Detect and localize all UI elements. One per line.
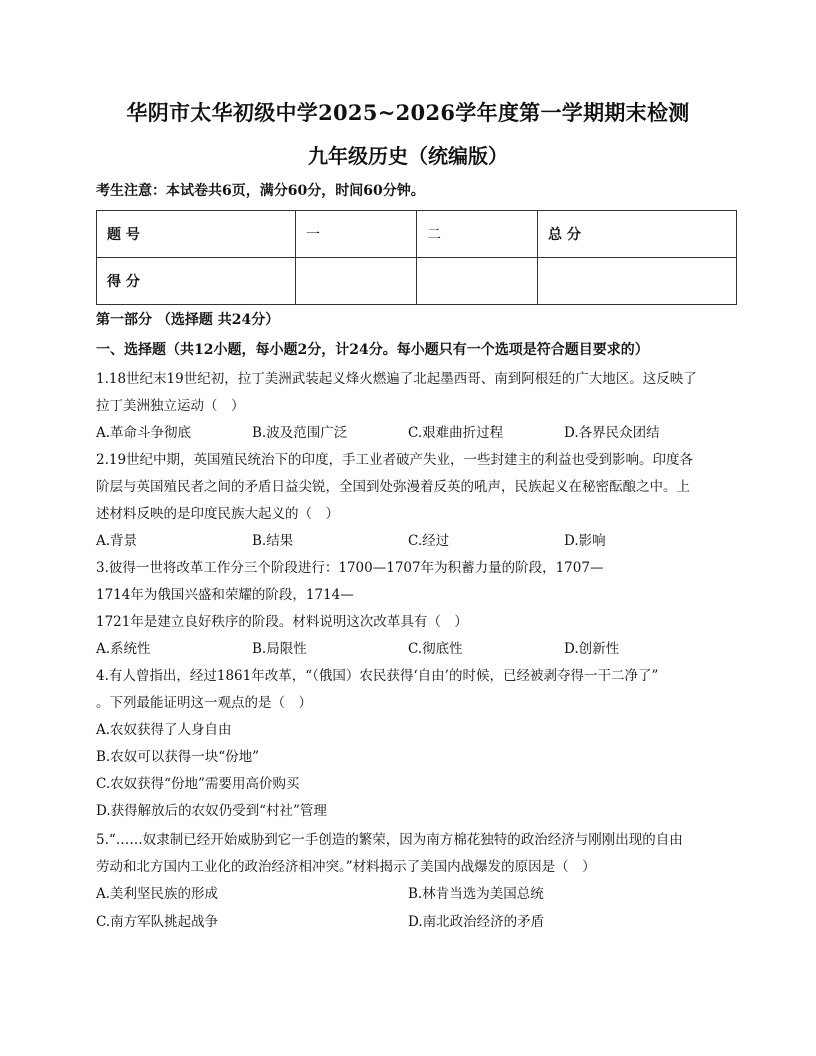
q2-option-b[interactable]: B.结果	[252, 533, 294, 549]
q3-line-1: 3.彼得一世将改革工作分三个阶段进行：1700—1707年为积蓄力量的阶段，1707—	[96, 560, 604, 576]
q1-option-b[interactable]: B.波及范围广泛	[252, 425, 348, 441]
score-table-score-row	[97, 258, 737, 305]
score-input-part1[interactable]	[296, 258, 417, 305]
q4-option-a[interactable]: A.农奴获得了人身自由	[96, 722, 232, 738]
q4-line-2: 。下列最能证明这一观点的是（ ）	[96, 695, 312, 711]
section-title: 一、选择题（共12小题，每小题2分，计24分。每小题只有一个选项是符合题目要求的）	[96, 342, 649, 358]
q3-option-d[interactable]: D.创新性	[564, 641, 620, 657]
q5-line-1: 5.“……奴隶制已经开始威胁到它一手创造的繁荣，因为南方棉花独特的政治经济与刚刚出现的自由	[96, 832, 683, 848]
q2-option-c[interactable]: C.经过	[408, 533, 450, 549]
q2-line-1: 2.19世纪中期，英国殖民统治下的印度，手工业者破产失业，一些封建主的利益也受到影响。印度各	[96, 452, 694, 468]
q1-option-c[interactable]: C.艰难曲折过程	[408, 425, 504, 441]
part1-title: 第一部分 （选择题 共24分）	[96, 312, 280, 328]
q5-option-d[interactable]: D.南北政治经济的矛盾	[408, 914, 545, 930]
q2-line-2: 阶层与英国殖民者之间的矛盾日益尖锐，全国到处弥漫着反英的吼声，民族起义在秘密酝酿之中。上	[96, 479, 690, 495]
q3-option-c[interactable]: C.彻底性	[408, 641, 463, 657]
q3-option-a[interactable]: A.系统性	[96, 641, 151, 657]
score-cell-total: 总 分	[538, 211, 737, 258]
q2-option-a[interactable]: A.背景	[96, 533, 138, 549]
q3-option-b[interactable]: B.局限性	[252, 641, 307, 657]
q4-option-b[interactable]: B.农奴可以获得一块“份地”	[96, 749, 260, 765]
exam-notice: 考生注意：本试卷共6页，满分60分，时间60分钟。	[96, 183, 425, 199]
q3-line-3: 1721年是建立良好秩序的阶段。材料说明这次改革具有（ ）	[96, 614, 468, 630]
q1-line-2: 拉丁美洲独立运动（ ）	[96, 398, 245, 414]
q4-option-d[interactable]: D.获得解放后的农奴仍受到“村社”管理	[96, 803, 327, 819]
q1-option-a[interactable]: A.革命斗争彻底	[96, 425, 192, 441]
q2-options	[96, 531, 736, 551]
score-cell-part2: 二	[417, 211, 538, 258]
q1-option-d[interactable]: D.各界民众团结	[564, 425, 660, 441]
exam-title: 华阴市太华初级中学2025~2026学年度第一学期期末检测	[126, 100, 690, 125]
q5-options-row1	[96, 884, 736, 904]
q4-option-c[interactable]: C.农奴获得“份地”需要用高价购买	[96, 776, 300, 792]
q2-line-3: 述材料反映的是印度民族大起义的（ ）	[96, 506, 339, 522]
q2-option-d[interactable]: D.影响	[564, 533, 606, 549]
q5-options-row2	[96, 912, 736, 932]
score-table	[96, 210, 737, 305]
score-cell-score-label: 得 分	[97, 258, 296, 305]
q5-line-2: 劳动和北方国内工业化的政治经济相冲突。”材料揭示了美国内战爆发的原因是（ ）	[96, 859, 596, 875]
score-cell-label: 题 号	[97, 211, 296, 258]
q3-options	[96, 639, 736, 659]
q1-options	[96, 423, 736, 443]
q5-option-c[interactable]: C.南方军队挑起战争	[96, 914, 219, 930]
score-input-total[interactable]	[538, 258, 737, 305]
exam-subtitle: 九年级历史（统编版）	[308, 144, 508, 168]
score-table-header-row	[97, 211, 737, 258]
q5-option-a[interactable]: A.美利坚民族的形成	[96, 886, 219, 902]
score-input-part2[interactable]	[417, 258, 538, 305]
q5-option-b[interactable]: B.林肯当选为美国总统	[408, 886, 544, 902]
q4-line-1: 4.有人曾指出，经过1861年改革，“（俄国）农民获得‘自由’的时候，已经被剥夺得一干二净了”	[96, 668, 659, 684]
score-cell-part1: 一	[296, 211, 417, 258]
q3-line-2: 1714年为俄国兴盛和荣耀的阶段，1714—	[96, 587, 354, 603]
q1-line-1: 1.18世纪末19世纪初，拉丁美洲武装起义烽火燃遍了北起墨西哥、南到阿根廷的广大地区。这反映了	[96, 371, 697, 387]
